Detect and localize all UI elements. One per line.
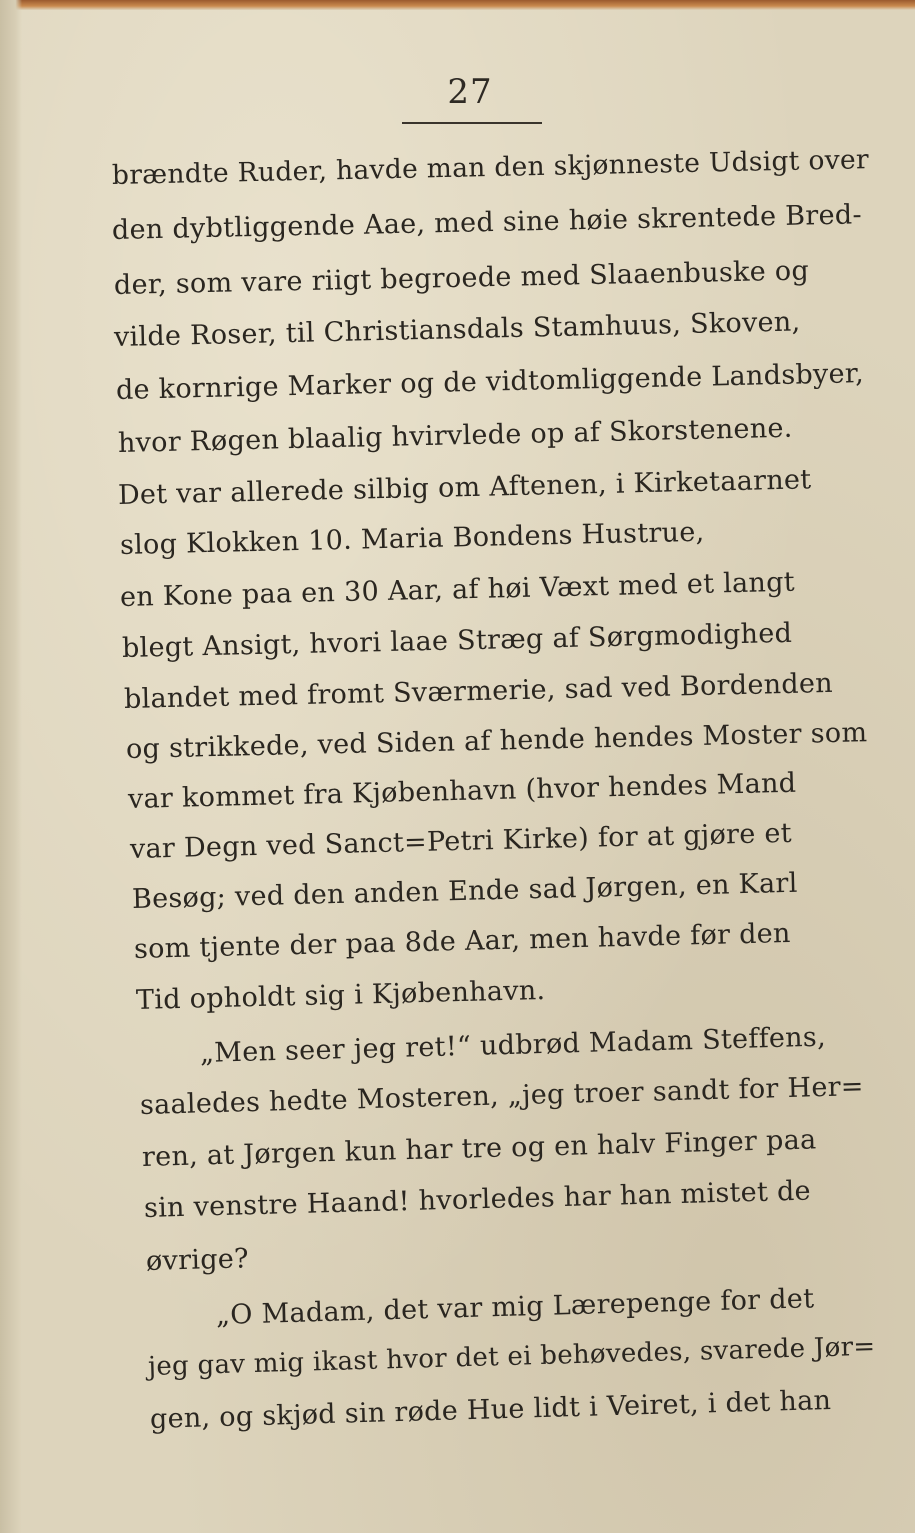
text-line: blandet med fromt Sværmerie, sad ved Bordenden	[123, 667, 834, 715]
text-line: sin venstre Haand! hvorledes har han mistet de	[143, 1175, 812, 1224]
text-line: og strikkede, ved Siden af hende hendes Moster som	[125, 717, 868, 765]
text-line: var Degn ved Sanct=Petri Kirke) for at gjøre et	[129, 817, 793, 865]
text-line: „O Madam, det var mig Lærepenge for det	[215, 1283, 815, 1331]
text-line: de kornrige Marker og de vidtomliggende Landsbyer,	[115, 358, 865, 406]
text-line: brændte Ruder, havde man den skjønneste Udsigt over	[111, 144, 870, 191]
text-line: Besøg; ved den anden Ende sad Jørgen, en Karl	[131, 867, 798, 915]
page-number: 27	[447, 72, 493, 112]
text-line: en Kone paa en 30 Aar, af høi Væxt med et langt	[119, 566, 796, 613]
text-line: den dybtliggende Aae, med sine høie skrentede Bred-	[111, 199, 863, 246]
text-line: øvrige?	[145, 1243, 250, 1277]
text-line: ren, at Jørgen kun har tre og en halv Finger paa	[141, 1124, 817, 1173]
text-line: der, som vare riigt begroede med Slaaenbuske og	[113, 255, 810, 301]
text-line: „Men seer jeg ret!“ udbrød Madam Steffens,	[199, 1021, 827, 1069]
text-line: gen, og skjød sin røde Hue lidt i Veiret, i det han	[149, 1384, 832, 1435]
text-line: hvor Røgen blaalig hvirvlede op af Skorstenene.	[117, 412, 793, 459]
text-line: vilde Roser, til Christiansdals Stamhuus, Skoven,	[113, 306, 801, 353]
text-line: blegt Ansigt, hvori laae Stræg af Sørgmodighed	[121, 617, 793, 664]
text-line: slog Klokken 10. Maria Bondens Hustrue,	[119, 516, 705, 561]
text-line: saaledes hedte Mosteren, „jeg troer sandt for Her=	[139, 1071, 865, 1121]
text-line: Det var allerede silbig om Aftenen, i Kirketaarnet	[117, 464, 812, 511]
text-line: jeg gav mig ikast hvor det ei behøvedes, svarede Jør=	[147, 1331, 876, 1382]
text-line: Tid opholdt sig i Kjøbenhavn.	[135, 975, 546, 1016]
text-line: som tjente der paa 8de Aar, men havde før den	[133, 917, 792, 965]
text-line: var kommet fra Kjøbenhavn (hvor hendes Mand	[127, 767, 797, 815]
